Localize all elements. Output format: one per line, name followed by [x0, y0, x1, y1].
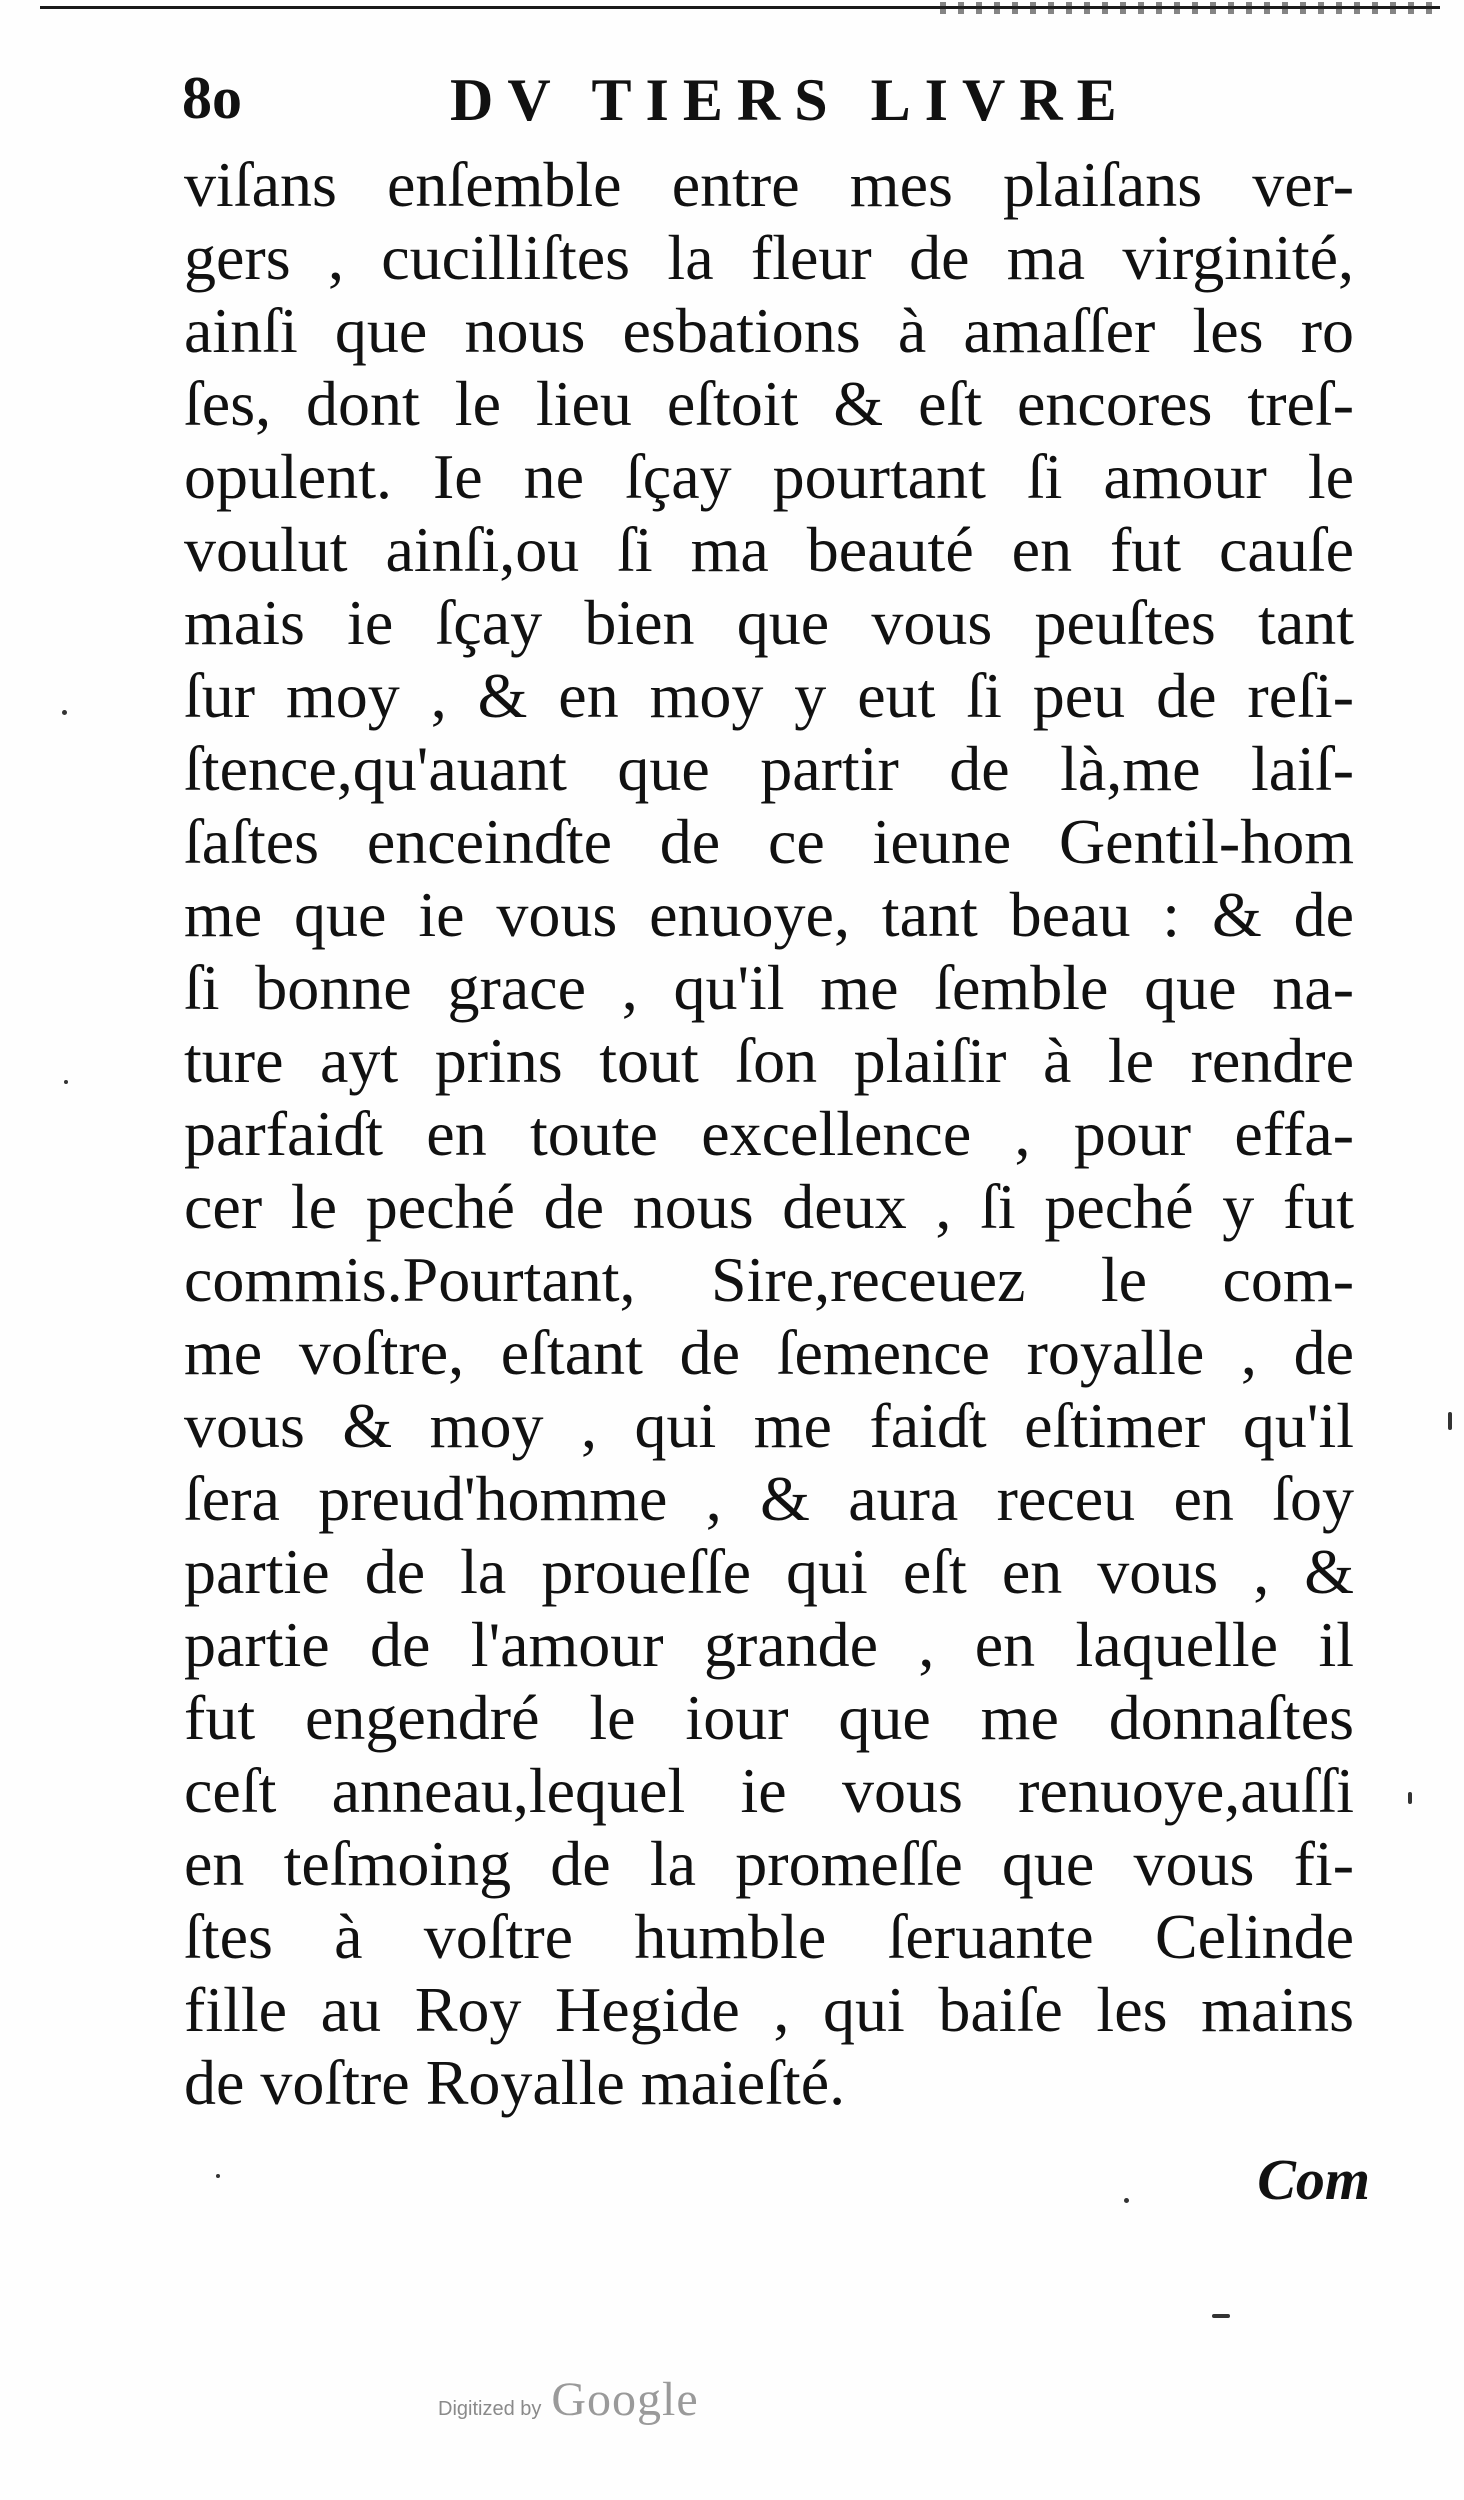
text-line: partie de l'amour grande , en laquelle il	[184, 1609, 1354, 1680]
text-line: voulut ainſi,ou ſi ma beauté en fut cauſe	[184, 514, 1354, 585]
running-title: DV TIERS LIVRE	[450, 67, 1131, 133]
print-speck	[1448, 1412, 1452, 1430]
text-line: viſans enſemble entre mes plaiſans ver-	[184, 149, 1354, 220]
print-speck	[216, 2174, 220, 2178]
text-line: fut engendré le iour que me donnaſtes	[184, 1682, 1354, 1753]
text-line: gers , cucilliſtes la fleur de ma virginité,	[184, 222, 1354, 293]
text-line: ſtes à voſtre humble ſeruante Celinde	[184, 1901, 1354, 1972]
text-line: ſera preud'homme , & aura receu en ſoy	[184, 1463, 1354, 1534]
text-line: commis.Pourtant, Sire,receuez le com-	[184, 1244, 1354, 1315]
text-line: opulent. Ie ne ſçay pourtant ſi amour le	[184, 441, 1354, 512]
text-line: vous & moy , qui me faiɗt eſtimer qu'il	[184, 1390, 1354, 1461]
text-line: parfaiɗt en toute excellence , pour effa-	[184, 1098, 1354, 1169]
text-line: ſtence,qu'auant que partir de là,me laiſ-	[184, 733, 1354, 804]
text-line: ſi bonne grace , qu'il me ſemble que na-	[184, 952, 1354, 1023]
text-line: ſaſtes enceinɗte de ce ieune Gentil-hom	[184, 806, 1354, 877]
print-speck	[64, 1080, 68, 1084]
text-line: en teſmoing de la promeſſe que vous fi-	[184, 1828, 1354, 1899]
text-line: ſur moy , & en moy y eut ſi peu de reſi-	[184, 660, 1354, 731]
digitized-label: Digitized by	[438, 2398, 542, 2420]
text-line: me voſtre, eſtant de ſemence royalle , de	[184, 1317, 1354, 1388]
text-line: me que ie vous enuoye, tant beau : & de	[184, 879, 1354, 950]
body-text	[184, 148, 1354, 2119]
text-line: ceſt anneau,lequel ie vous renuoye,auſſi	[184, 1755, 1354, 1826]
text-line: fille au Roy Hegide , qui baiſe les mains	[184, 1974, 1354, 2045]
catchword: Com	[1257, 2147, 1370, 2212]
google-wordmark: Google	[551, 2373, 699, 2426]
text-line: ſes, dont le lieu eſtoit & eſt encores treſ-	[184, 368, 1354, 439]
print-speck	[62, 710, 67, 715]
top-border-ornament	[940, 2, 1440, 14]
text-line: ainſi que nous esbations à amaſſer les ro	[184, 295, 1354, 366]
text-line: de voſtre Royalle maieſté.	[184, 2047, 846, 2118]
digitized-by-watermark	[438, 2372, 699, 2427]
running-head	[182, 58, 1212, 158]
print-speck	[1408, 1792, 1412, 1804]
text-line: cer le peché de nous deux , ſi peché y fut	[184, 1171, 1354, 1242]
text-line: partie de la proueſſe qui eſt en vous , &	[184, 1536, 1354, 1607]
text-line: mais ie ſçay bien que vous peuſtes tant	[184, 587, 1354, 658]
print-speck	[1124, 2198, 1129, 2203]
text-line: ture ayt prins tout ſon plaiſir à le rendre	[184, 1025, 1354, 1096]
page-number: 8o	[182, 65, 242, 131]
print-speck	[1212, 2314, 1230, 2318]
